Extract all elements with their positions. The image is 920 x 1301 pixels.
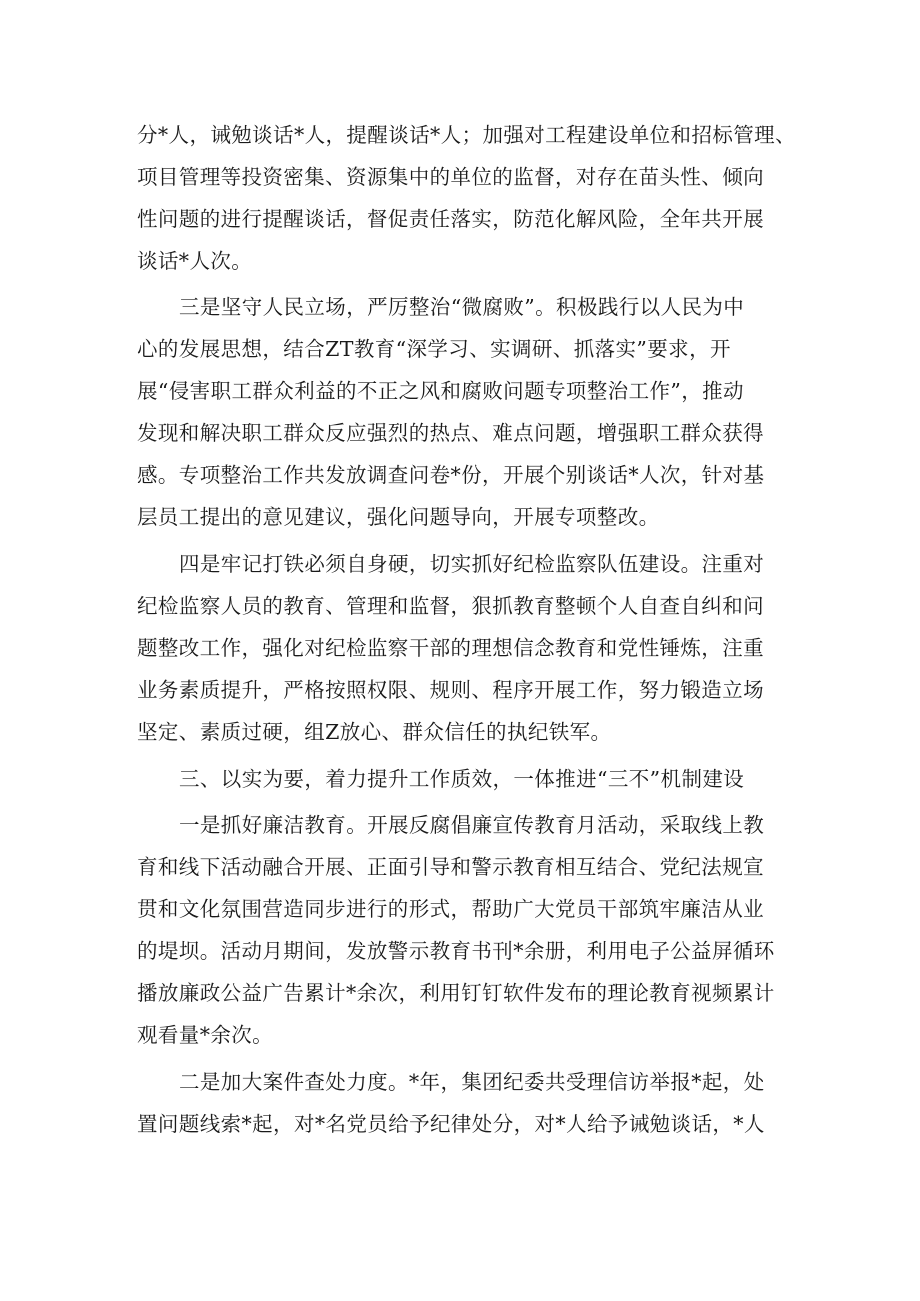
text-line: 播放廉政公益广告累计*余次，利用钉钉软件发布的理论教育视频累计 — [137, 981, 775, 1005]
text-line: 坚定、素质过硬，组Z放心、群众信任的执纪铁军。 — [137, 720, 612, 744]
text-line: 四是牢记打铁必须自身硬，切实抓好纪检监察队伍建设。注重对 — [179, 552, 765, 576]
text-line: 项目管理等投资密集、资源集中的单位的监督，对存在苗头性、倾向 — [137, 165, 764, 189]
text-line: 展“侵害职工群众利益的不正之风和腐败问题专项整治工作”，推动 — [137, 379, 744, 403]
text-line: 性问题的进行提醒谈话，督促责任落实，防范化解风险，全年共开展 — [137, 207, 764, 231]
text-line: 业务素质提升，严格按照权限、规则、程序开展工作，努力锻造立场 — [137, 678, 764, 702]
text-line: 发现和解决职工群众反应强烈的热点、难点问题，增强职工群众获得 — [137, 421, 764, 445]
text-line: 纪检监察人员的教育、管理和监督，狠抓教育整顿个人自查自纠和问 — [137, 594, 764, 618]
text-line: 感。专项整治工作共发放调查问卷*份，开展个别谈话*人次，针对基 — [137, 463, 765, 487]
section-heading: 三、以实为要，着力提升工作质效，一体推进“三不”机制建设 — [179, 767, 745, 791]
text-line: 分*人，诫勉谈话*人，提醒谈话*人；加强对工程建设单位和招标管理、 — [137, 123, 796, 147]
text-line: 育和线下活动融合开展、正面引导和警示教育相互结合、党纪法规宣 — [137, 855, 764, 879]
text-line: 的堤坝。活动月期间，发放警示教育书刊*余册，利用电子公益屏循环 — [137, 939, 775, 963]
text-line: 二是加大案件查处力度。*年，集团纪委共受理信访举报*起，处 — [179, 1070, 765, 1094]
text-line: 谈话*人次。 — [137, 249, 253, 273]
text-line: 心的发展思想，结合ZT教育“深学习、实调研、抓落实”要求，开 — [137, 337, 731, 361]
text-line: 题整改工作，强化对纪检监察干部的理想信念教育和党性锤炼，注重 — [137, 636, 764, 660]
text-line: 层员工提出的意见建议，强化问题导向，开展专项整改。 — [137, 505, 660, 529]
text-line: 三是坚守人民立场，严厉整治“微腐败”。积极践行以人民为中 — [179, 295, 745, 319]
text-line: 观看量*余次。 — [137, 1023, 274, 1047]
text-line: 置问题线索*起，对*名党员给予纪律处分，对*人给予诫勉谈话，*人 — [137, 1112, 765, 1136]
text-line: 贯和文化氛围营造同步进行的形式，帮助广大党员干部筑牢廉洁从业 — [137, 897, 764, 921]
text-line: 一是抓好廉洁教育。开展反腐倡廉宣传教育月活动，采取线上教 — [179, 813, 765, 837]
